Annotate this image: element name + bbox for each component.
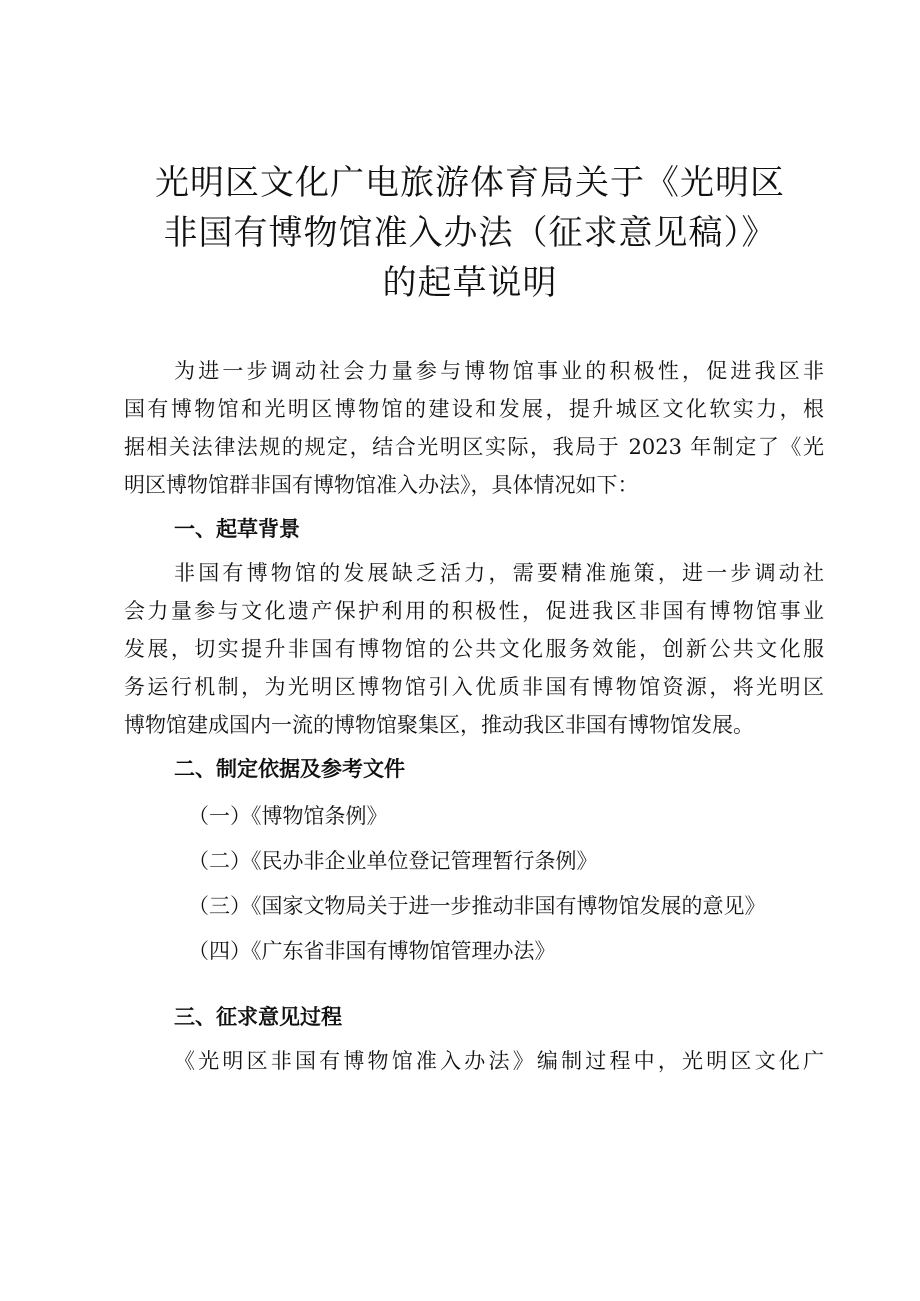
section-1-line: 非国有博物馆的发展缺乏活力，需要精准施策，进一步调动社 [174,561,824,585]
intro-line: 国有博物馆和光明区博物馆的建设和发展，提升城区文化软实力，根 [124,397,824,421]
title-line-2: 非国有博物馆准入办法（征求意见稿）》 [163,213,777,253]
title-line-1: 光明区文化广电旅游体育局关于《光明区 [155,163,785,203]
section-1-line: 会力量参与文化遗产保护利用的积极性，促进我区非国有博物馆事业 [124,599,824,623]
section-3-paragraph [124,1042,824,1080]
section-gap [124,974,824,992]
section-1-paragraph [124,554,824,744]
reference-item: （一）《博物馆条例》 [188,804,388,828]
section-3-heading: 三、征求意见过程 [174,1005,342,1029]
section-3-line: 《光明区非国有博物馆准入办法》编制过程中，光明区文化广 [174,1049,824,1073]
document-body [124,352,824,1080]
document-title [110,158,830,308]
intro-line: 明区博物馆群非国有博物馆准入办法》，具体情况如下： [124,473,639,497]
section-1-line: 发展，切实提升非国有博物馆的公共文化服务效能，创新公共文化服 [124,637,824,661]
section-2-heading: 二、制定依据及参考文件 [174,757,405,781]
reference-item: （三）《国家文物局关于进一步推动非国有博物馆发展的意见》 [188,894,766,918]
intro-line: 据相关法律法规的规定，结合光明区实际，我局于 2023 年制定了《光 [124,435,824,459]
intro-line: 为进一步调动社会力量参与博物馆事业的积极性，促进我区非 [174,359,824,383]
reference-item: （二）《民办非企业单位登记管理暂行条例》 [188,849,598,873]
reference-list [124,794,824,974]
intro-paragraph [124,352,824,504]
section-1-heading: 一、起草背景 [174,517,300,541]
reference-item: （四）《广东省非国有博物馆管理办法》 [188,939,556,963]
title-line-3: 的起草说明 [382,263,558,303]
section-1-line: 务运行机制，为光明区博物馆引入优质非国有博物馆资源，将光明区 [124,675,824,699]
section-1-line: 博物馆建成国内一流的博物馆聚集区，推动我区非国有博物馆发展。 [124,713,754,737]
